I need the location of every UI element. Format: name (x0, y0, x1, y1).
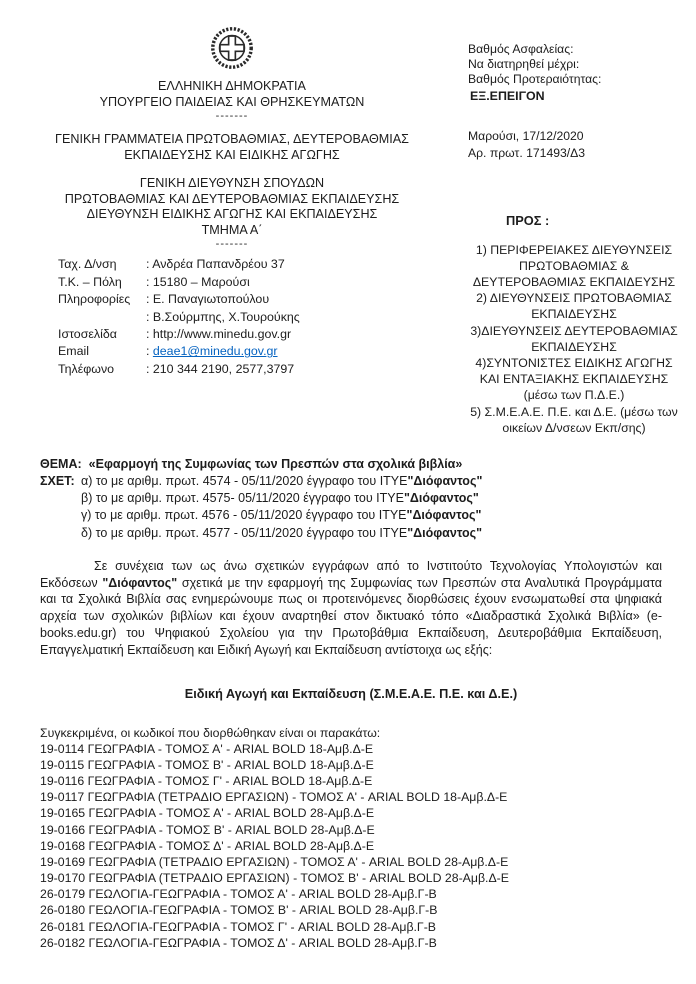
references-block (40, 473, 662, 542)
contact-row-website (58, 326, 444, 343)
reference-item (40, 490, 662, 507)
contact-value (146, 343, 444, 360)
references-label-spacer (40, 507, 81, 524)
reference-text: β) το με αριθμ. πρωτ. 4575- 05/11/2020 έγγραφο του ΙΤΥΕ"Διόφαντος" (81, 491, 479, 506)
contact-row-email (58, 343, 444, 360)
contact-row-info (58, 291, 444, 308)
contact-label: Τ.Κ. – Πόλη (58, 274, 122, 289)
code-line: 19-0165 ΓΕΩΓΡΑΦΙΑ - ΤΟΜΟΣ Α' - ARIAL BOLD 28-Αμβ.Δ-Ε (40, 806, 375, 821)
code-line: 26-0179 ΓΕΩΛΟΓΙΑ-ΓΕΩΓΡΑΦΙΑ - ΤΟΜΟΣ Α' - ARIAL BOLD 28-Αμβ.Γ-Β (40, 887, 437, 902)
ministry-title: ΥΠΟΥΡΓΕΙΟ ΠΑΙΔΕΙΑΣ ΚΑΙ ΘΡΗΣΚΕΥΜΑΤΩΝ (99, 95, 365, 109)
code-line: 19-0169 ΓΕΩΓΡΑΦΙΑ (ΤΕΤΡΑΔΙΟ ΕΡΓΑΣΙΩΝ) - ΤΟΜΟΣ Α' - ARIAL BOLD 28-Αμβ.Δ-Ε (40, 854, 509, 869)
code-line: 26-0182 ΓΕΩΛΟΓΙΑ-ΓΕΩΓΡΑΦΙΑ - ΤΟΜΟΣ Δ' - ARIAL BOLD 28-Αμβ.Γ-Β (40, 935, 437, 950)
contact-value: : Β.Σούρμπης, Χ.Τουρούκης (146, 309, 300, 324)
email-link[interactable]: deae1@minedu.gov.gr (152, 344, 278, 359)
reference-text: δ) το με αριθμ. πρωτ. 4577 - 05/11/2020 έγγραφο του ΙΤΥΕ"Διόφαντος" (81, 525, 483, 540)
retain-until-label: Να διατηρηθεί μέχρι: (468, 56, 580, 71)
code-line: 19-0170 ΓΕΩΓΡΑΦΙΑ (ΤΕΤΡΑΔΙΟ ΕΡΓΑΣΙΩΝ) - ΤΟΜΟΣ Β' - ARIAL BOLD 28-Αμβ.Δ-Ε (40, 871, 509, 886)
contact-row-address (58, 256, 444, 273)
code-line: 19-0166 ΓΕΩΓΡΑΦΙΑ - ΤΟΜΟΣ Β' - ARIAL BOLD 28-Αμβ.Δ-Ε (40, 822, 375, 837)
contact-value: : Ανδρέα Παπανδρέου 37 (146, 257, 285, 272)
codes-intro: Συγκεκριμένα, οι κωδικοί που διορθώθηκαν είναι οι παρακάτω: (40, 725, 381, 740)
reference-item (40, 525, 662, 542)
contact-label: Ιστοσελίδα (58, 327, 117, 341)
contact-row-postal (58, 274, 444, 291)
contact-value: : Ε. Παναγιωτοπούλου (146, 292, 270, 307)
contact-label: Τηλέφωνο (58, 361, 115, 376)
recipient-item: 3)ΔΙΕΥΘΥΝΣΕΙΣ ΔΕΥΤΕΡΟΒΑΘΜΙΑΣ ΕΚΠΑΙΔΕΥΣΗΣ (470, 323, 678, 354)
recipients-list (468, 242, 680, 436)
body-paragraph: Σε συνέχεια των ως άνω σχετικών εγγράφων από το Ινστιτούτο Τεχνολογίας Υπολογιστών και Εκδόσεων "Διόφαντος" σχετικά με την εφαρμογή της Συμφωνίας των Πρεσπών στα Αναλυτικά Προγράμματα και τα Σχολικά Βιβλία σας ενημερώνουμε πως οι προτεινόμενες διορθώσεις έχουν ενσωματωθεί στα ψηφιακά αρχεία των σχολικών βιβλίων και έχουν αναρτηθεί στον δικτυακό τόπο «Διαδραστικά Σχολικά Βιβλία» (e-books.edu.gr) του Ψηφιακού Σχολείου για την Πρωτοβάθμια Εκπαίδευση, Δευτεροβάθμια Εκπαίδευση, Επαγγελματική Εκπαίδευση και Ειδική Αγωγή και Εκπαίδευση αντίστοιχα ως εξής: (40, 558, 662, 657)
code-line: 19-0116 ΓΕΩΓΡΑΦΙΑ - ΤΟΜΟΣ Γ' - ARIAL BOLD 18-Αμβ.Δ-Ε (40, 774, 373, 789)
contact-block (58, 256, 444, 378)
contact-label: Email (58, 344, 89, 359)
subject-line (40, 456, 662, 473)
secretariat-line: ΓΕΝΙΚΗ ΓΡΑΜΜΑΤΕΙΑ ΠΡΩΤΟΒΑΘΜΙΑΣ, ΔΕΥΤΕΡΟΒΑΘΜΙΑΣ (55, 132, 409, 146)
contact-row-phone (58, 361, 444, 378)
recipient-item: 5) Σ.Μ.Ε.Α.Ε. Π.Ε. και Δ.Ε. (μέσω των οικείων Δ/νσεων Εκπ/σης) (470, 404, 678, 435)
subject-label: ΘΕΜΑ: (40, 457, 82, 471)
contact-label (58, 309, 146, 326)
directorate-line: ΔΙΕΥΘΥΝΣΗ ΕΙΔΙΚΗΣ ΑΓΩΓΗΣ ΚΑΙ ΕΚΠΑΙΔΕΥΣΗΣ (86, 207, 378, 222)
references-label-spacer (40, 490, 81, 507)
urgency-badge: ΕΞ.ΕΠΕΙΓΟΝ (470, 89, 545, 104)
code-line: 19-0114 ΓΕΩΓΡΑΦΙΑ - ΤΟΜΟΣ Α' - ARIAL BOLD 18-Αμβ.Δ-Ε (40, 741, 374, 756)
divider: ------- (215, 238, 249, 251)
divider: ------- (215, 110, 249, 122)
routing-block (468, 42, 680, 436)
contact-value: : 15180 – Μαρούσι (146, 274, 250, 289)
subject-title: «Εφαρμογή της Συμφωνίας των Πρεσπών στα σχολικά βιβλία» (88, 457, 463, 471)
code-line: 26-0181 ΓΕΩΛΟΓΙΑ-ΓΕΩΓΡΑΦΙΑ - ΤΟΜΟΣ Γ' - ARIAL BOLD 28-Αμβ.Γ-Β (40, 919, 437, 934)
recipient-item: 1) ΠΕΡΙΦΕΡΕΙΑΚΕΣ ΔΙΕΥΘΥΝΣΕΙΣ ΠΡΩΤΟΒΑΘΜΙΑΣ & ΔΕΥΤΕΡΟΒΑΘΜΙΑΣ ΕΚΠΑΙΔΕΥΣΗΣ (472, 242, 676, 289)
contact-row-info-2 (58, 309, 444, 326)
references-label: ΣΧΕΤ: (40, 474, 75, 488)
reference-item (40, 473, 662, 490)
code-line: 19-0117 ΓΕΩΓΡΑΦΙΑ (ΤΕΤΡΑΔΙΟ ΕΡΓΑΣΙΩΝ) - ΤΟΜΟΣ Α' - ARIAL BOLD 18-Αμβ.Δ-Ε (40, 790, 508, 805)
letterhead (20, 24, 444, 378)
place-date: Μαρούσι, 17/12/2020 (468, 129, 584, 144)
section-heading: Ειδική Αγωγή και Εκπαίδευση (Σ.Μ.Ε.Α.Ε. Π.Ε. και Δ.Ε.) (184, 686, 518, 701)
secretariat-line: ΕΚΠΑΙΔΕΥΣΗΣ ΚΑΙ ΕΙΔΙΚΗΣ ΑΓΩΓΗΣ (124, 148, 340, 162)
code-line: 19-0168 ΓΕΩΓΡΑΦΙΑ - ΤΟΜΟΣ Δ' - ARIAL BOLD 28-Αμβ.Δ-Ε (40, 838, 375, 853)
to-label: ΠΡΟΣ : (506, 212, 550, 228)
protocol-number: Αρ. πρωτ. 171493/Δ3 (468, 145, 586, 160)
directorate-line: ΓΕΝΙΚΗ ΔΙΕΥΘΥΝΣΗ ΣΠΟΥΔΩΝ (139, 176, 325, 190)
department-line: ΤΜΗΜΑ Α΄ (201, 222, 263, 237)
reference-item (40, 507, 662, 524)
contact-value: : http://www.minedu.gov.gr (146, 327, 292, 341)
recipient-item: 2) ΔΙΕΥΘΥΝΣΕΙΣ ΠΡΩΤΟΒΑΘΜΙΑΣ ΕΚΠΑΙΔΕΥΣΗΣ (476, 291, 672, 322)
reference-text: α) το με αριθμ. πρωτ. 4574 - 05/11/2020 έγγραφο του ΙΤΥΕ"Διόφαντος" (81, 474, 483, 488)
codes-list (40, 741, 662, 951)
contact-value: : 210 344 2190, 2577,3797 (146, 361, 295, 376)
references-label-spacer (40, 525, 81, 542)
contact-label: Ταχ. Δ/νση (58, 257, 117, 272)
directorate-line: ΠΡΩΤΟΒΑΘΜΙΑΣ ΚΑΙ ΔΕΥΤΕΡΟΒΑΘΜΙΑΣ ΕΚΠΑΙΔΕΥΣΗΣ (64, 191, 400, 206)
code-line: 26-0180 ΓΕΩΛΟΓΙΑ-ΓΕΩΓΡΑΦΙΑ - ΤΟΜΟΣ Β' - ARIAL BOLD 28-Αμβ.Γ-Β (40, 903, 438, 918)
recipient-item: 4)ΣΥΝΤΟΝΙΣΤΕΣ ΕΙΔΙΚΗΣ ΑΓΩΓΗΣ ΚΑΙ ΕΝΤΑΞΙΑΚΗΣ ΕΚΠΑΙΔΕΥΣΗΣ (μέσω των Π.Δ.Ε.) (475, 356, 673, 403)
contact-label: Πληροφορίες (58, 292, 131, 307)
greek-coat-of-arms-icon (208, 24, 256, 76)
reference-text: γ) το με αριθμ. πρωτ. 4576 - 05/11/2020 έγγραφο του ΙΤΥΕ"Διόφαντος" (81, 508, 482, 523)
colon-prefix: : (146, 344, 153, 359)
security-level-label: Βαθμός Ασφαλείας: (468, 42, 574, 56)
priority-label: Βαθμός Προτεραιότητας: (468, 71, 602, 86)
republic-title: ΕΛΛΗΝΙΚΗ ΔΗΜΟΚΡΑΤΙΑ (158, 79, 306, 93)
code-line: 19-0115 ΓΕΩΓΡΑΦΙΑ - ΤΟΜΟΣ Β' - ARIAL BOLD 18-Αμβ.Δ-Ε (40, 757, 374, 772)
letter-body (40, 456, 662, 951)
